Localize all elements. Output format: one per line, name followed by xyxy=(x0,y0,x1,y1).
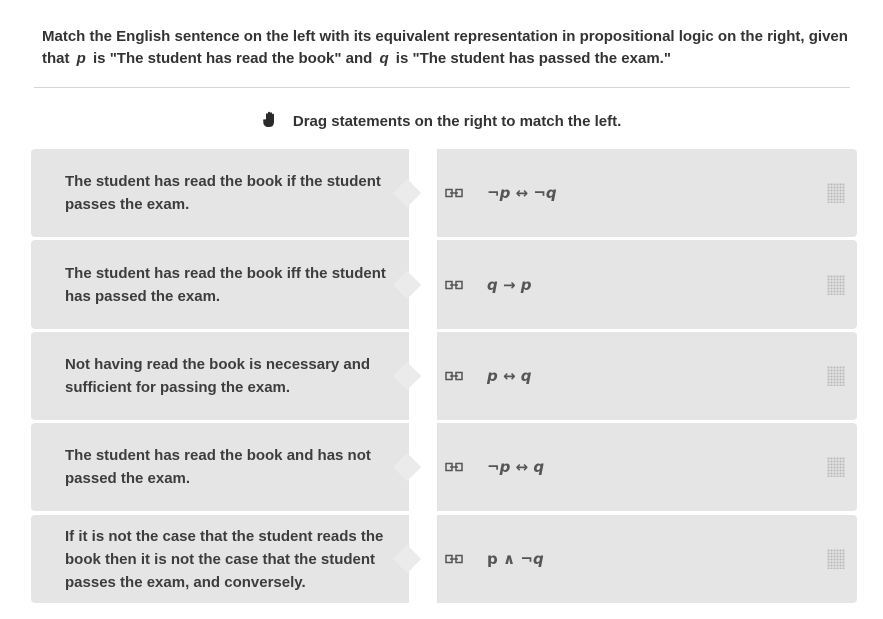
question-var-p: p xyxy=(76,50,86,67)
english-sentence-card xyxy=(31,149,409,237)
link-icon xyxy=(445,462,463,472)
english-sentence-card xyxy=(31,240,409,329)
logic-statement-card[interactable] xyxy=(437,332,857,420)
logic-statement-card[interactable] xyxy=(437,423,857,511)
logic-statement-text: q → p xyxy=(487,275,532,294)
drag-handle-icon[interactable] xyxy=(827,275,845,295)
link-icon xyxy=(445,554,463,564)
question-text-3: is "The student has passed the exam." xyxy=(395,50,671,67)
drag-handle-icon[interactable] xyxy=(827,366,845,386)
match-row-2 xyxy=(31,240,857,329)
logic-statement-text: ¬p ↔ q xyxy=(487,458,545,476)
link-icon xyxy=(445,188,463,198)
instruction-text: Drag statements on the right to match the left. xyxy=(292,113,622,130)
logic-statement-text: p ∧ ¬q xyxy=(487,550,544,568)
drag-handle-icon[interactable] xyxy=(827,457,845,477)
question-text-2: is "The student has read the book" and xyxy=(93,50,373,67)
logic-statement-card[interactable] xyxy=(437,240,857,329)
logic-statement-text: p ↔ q xyxy=(487,367,532,385)
drag-instruction xyxy=(0,111,883,130)
drag-handle-icon[interactable] xyxy=(827,183,845,203)
english-sentence-text: If it is not the case that the student reads the book then it is not the case that the student passes the exam, and conversely. xyxy=(65,527,384,591)
english-sentence-text: The student has read the book and has not passed the exam. xyxy=(65,447,371,487)
link-icon xyxy=(445,371,463,381)
logic-statement-card[interactable] xyxy=(437,515,857,603)
english-sentence-card xyxy=(31,423,409,511)
english-sentence-text: The student has read the book iff the student has passed the exam. xyxy=(65,264,386,305)
english-sentence-text: Not having read the book is necessary and sufficient for passing the exam. xyxy=(65,356,371,396)
hand-icon xyxy=(262,111,280,129)
question-var-q: q xyxy=(379,50,389,67)
match-row-5 xyxy=(31,515,857,603)
match-row-4 xyxy=(31,423,857,511)
question-text-1: Match the English sentence on the left with its equivalent representation in propositional logic on the right, given that xyxy=(42,28,848,67)
logic-statement-text: ¬p ↔ ¬q xyxy=(487,184,557,202)
english-sentence-card xyxy=(31,332,409,420)
divider xyxy=(34,87,850,88)
link-icon xyxy=(445,280,463,290)
drag-handle-icon[interactable] xyxy=(827,549,845,569)
logic-statement-card[interactable] xyxy=(437,149,857,237)
english-sentence-text: The student has read the book if the student passes the exam. xyxy=(65,173,381,213)
english-sentence-card xyxy=(31,515,409,603)
match-row-1 xyxy=(31,149,857,237)
match-row-3 xyxy=(31,332,857,420)
question-prompt xyxy=(42,26,852,70)
